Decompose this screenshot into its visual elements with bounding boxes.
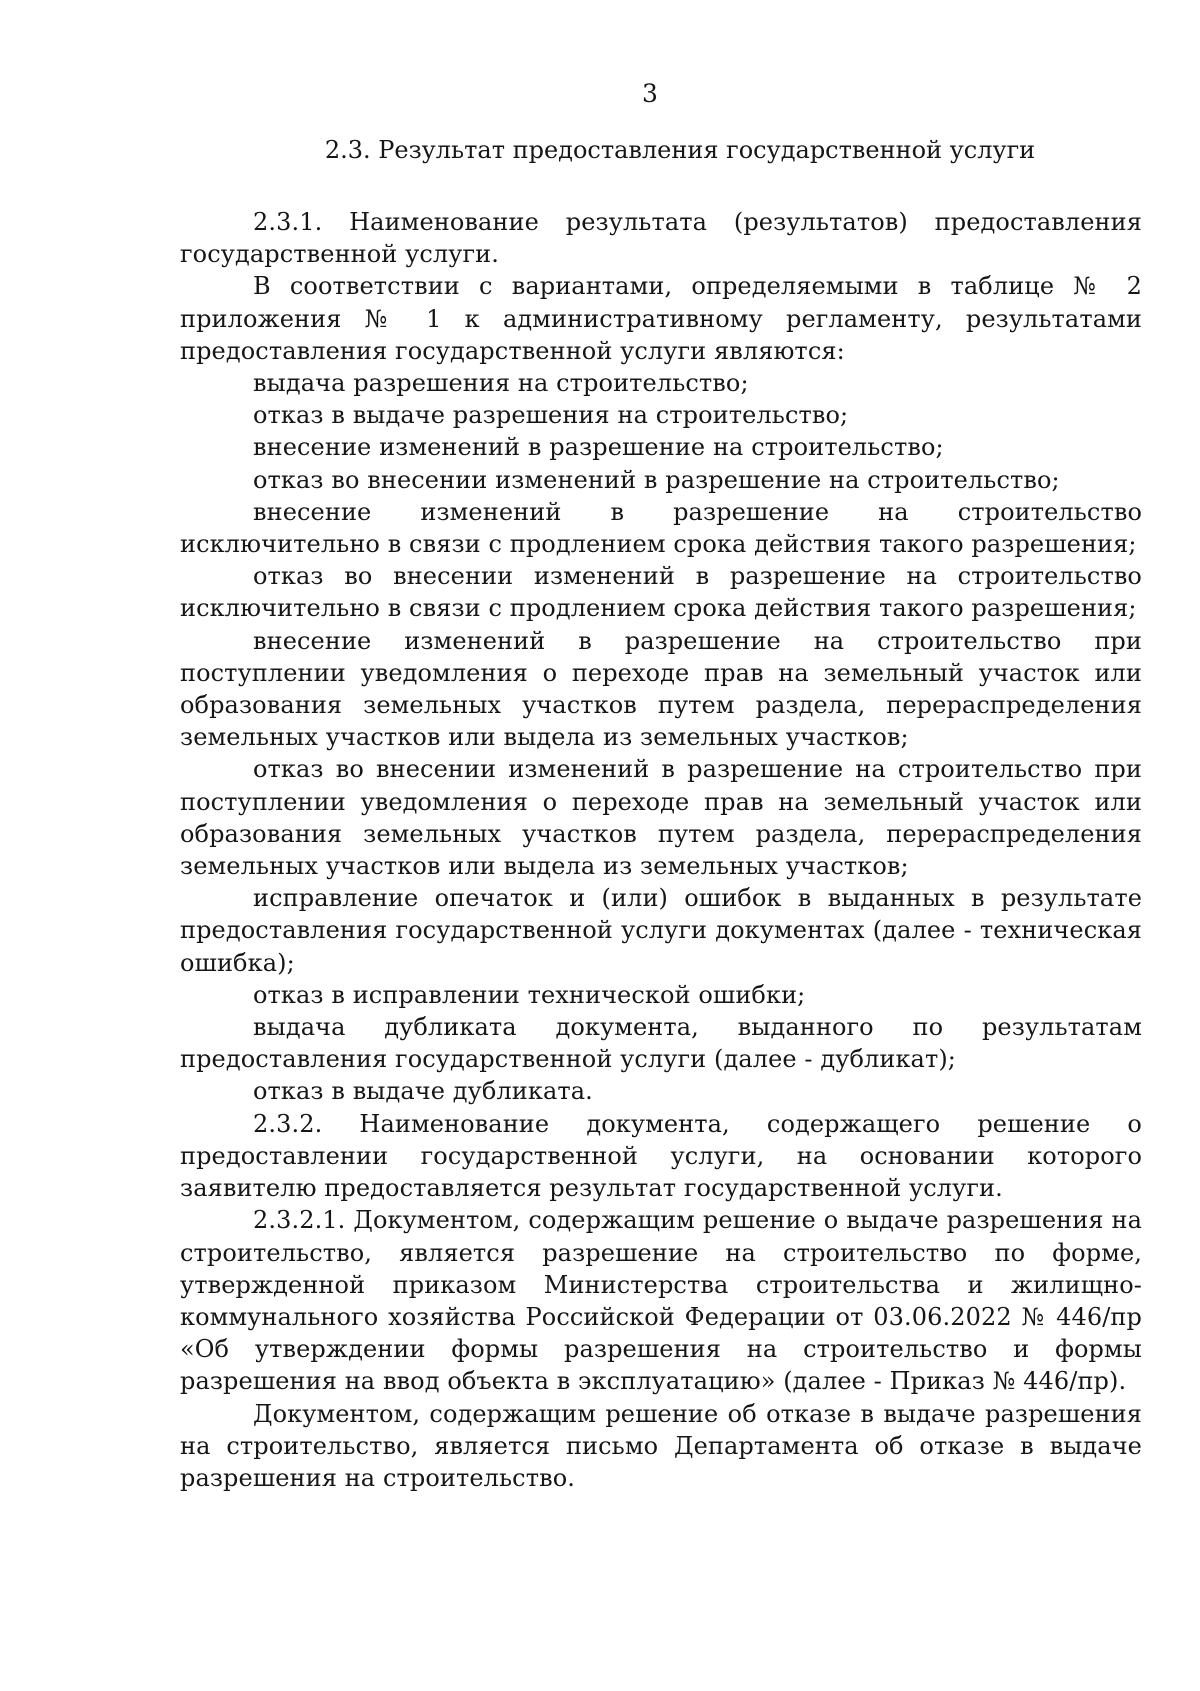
paragraph-refusal-document: Документом, содержащим решение об отказе в выдаче разрешения на строительство, является письмо Департамента об отказе в выдаче разрешения на строительство. — [180, 1399, 1142, 1492]
list-item: отказ во внесении изменений в разрешение на строительство; — [253, 465, 1060, 494]
list-item: внесение изменений в разрешение на строительство при поступлении уведомления о переходе прав на земельный участок или образования земельных участков путем раздела, перераспределения земельных участков или выдела из земельных участков; — [180, 626, 1142, 752]
paragraph-intro: В соответствии с вариантами, определяемыми в таблице № 2 приложения № 1 к административному регламенту, результатами предоставления государственной услуги являются: — [180, 272, 1142, 365]
paragraph-2-3-1: 2.3.1. Наименование результата (результатов) предоставления государственной услуги. — [180, 208, 1142, 269]
document-body — [180, 206, 1142, 1494]
list-item: выдача разрешения на строительство; — [253, 369, 749, 398]
list-item: отказ в исправлении технической ошибки; — [253, 980, 806, 1009]
section-heading: 2.3. Результат предоставления государственной услуги — [324, 136, 1036, 164]
paragraph-2-3-2-1: 2.3.2.1. Документом, содержащим решение о выдаче разрешения на строительство, является разрешение на строительство по форме, утвержденной приказом Министерства строительства и жилищно-коммунального хозяйства Российской Федерации от 03.06.2022 № 446/пр «Об утверждении формы разрешения на строительство и формы разрешения на ввод объекта в эксплуатацию» (далее - Приказ № 446/пр). — [180, 1206, 1142, 1396]
list-item: исправление опечаток и (или) ошибок в выданных в результате предоставления государственной услуги документах (далее - техническая ошибка); — [180, 884, 1142, 977]
list-item: внесение изменений в разрешение на строительство; — [253, 433, 944, 462]
list-item: отказ в выдаче разрешения на строительство; — [253, 401, 849, 430]
page-number: 3 — [642, 79, 658, 108]
list-item: внесение изменений в разрешение на строительство исключительно в связи с продлением срока действия такого разрешения; — [180, 497, 1142, 559]
list-item: отказ в выдаче дубликата. — [253, 1077, 593, 1106]
list-item: отказ во внесении изменений в разрешение на строительство исключительно в связи с продлением срока действия такого разрешения; — [180, 562, 1142, 623]
list-item: отказ во внесении изменений в разрешение на строительство при поступлении уведомления о переходе прав на земельный участок или образования земельных участков путем раздела, перераспределения земельных участков или выдела из земельных участков; — [180, 755, 1142, 881]
paragraph-2-3-2: 2.3.2. Наименование документа, содержащего решение о предоставлении государственной услуги, на основании которого заявителю предоставляется результат государственной услуги. — [180, 1109, 1142, 1203]
list-item: выдача дубликата документа, выданного по результатам предоставления государственной услуги (далее - дубликат); — [180, 1013, 1142, 1074]
